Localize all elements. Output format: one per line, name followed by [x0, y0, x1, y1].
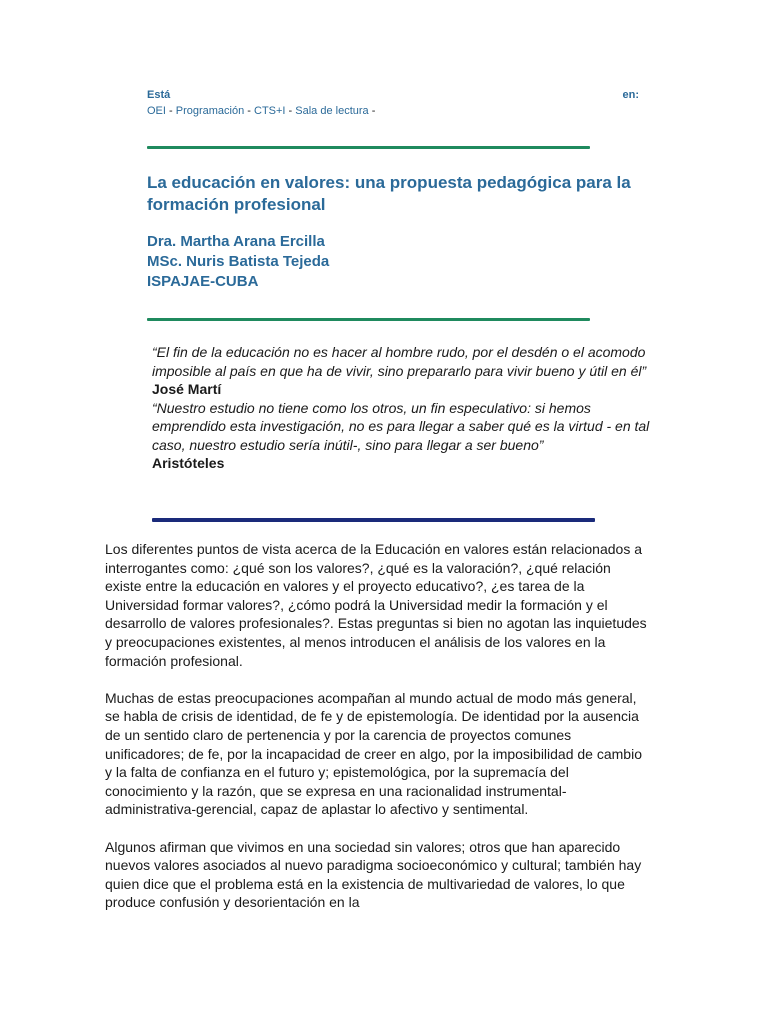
- breadcrumb-separator: -: [368, 105, 376, 117]
- article-title: La educación en valores: una propuesta pedagógica para la formación profesional: [147, 173, 631, 214]
- breadcrumb-link-ctsi[interactable]: CTS+I: [254, 105, 286, 117]
- breadcrumb-link-oei[interactable]: OEI: [147, 105, 166, 117]
- breadcrumb-separator: -: [165, 105, 176, 117]
- en-label: en:: [622, 89, 639, 101]
- esta-label: Está: [147, 89, 171, 101]
- author-name: MSc. Nuris Batista Tejeda: [147, 253, 330, 270]
- epigraph-author: Aristóteles: [152, 455, 225, 471]
- body-paragraph: Muchas de estas preocupaciones acompañan al mundo actual de modo más general, se habla de crisis de identidad, de fe y de epistemología. De identidad por la ausencia de un sentido claro de pertenencia y por la carencia de proyectos comunes unificadores; de fe, por la incapacidad de creer en algo, por la imposibilidad de cambio y la falta de confianza en el futuro y; epistemológica, por la supremacía del conocimiento y la razón, que se expresa en una racionalidad instrumental-administrativa-gerencial, capaz de aplastar lo afectivo y sentimental.: [105, 689, 642, 818]
- epigraph-block: [152, 343, 652, 473]
- divider-bottom: [152, 518, 595, 522]
- breadcrumb-separator: -: [244, 105, 254, 117]
- location-bar: [147, 89, 639, 101]
- breadcrumb-link-programacion[interactable]: Programación: [175, 105, 245, 117]
- author-name: Dra. Martha Arana Ercilla: [147, 233, 325, 250]
- author-institution: ISPAJAE-CUBA: [147, 273, 259, 290]
- divider-middle: [147, 318, 590, 321]
- epigraph-author: José Martí: [152, 381, 222, 397]
- body-paragraph: Algunos afirman que vivimos en una sociedad sin valores; otros que han aparecido nuevos valores asociados al nuevo paradigma socioeconómico y cultural; también hay quien dice que el problema está en la existencia de multivariedad de valores, lo que produce confusión y desorientación en la: [105, 838, 642, 911]
- epigraph-quote: “Nuestro estudio no tiene como los otros, un fin especulativo: si hemos emprendido esta investigación, no es para llegar a saber qué es la virtud - en tal caso, nuestro estudio sería inútil-, sino para llegar a ser bueno”: [152, 399, 650, 453]
- breadcrumb-link-sala-de-lectura[interactable]: Sala de lectura: [295, 105, 369, 117]
- body-paragraph: Los diferentes puntos de vista acerca de la Educación en valores están relacionados a interrogantes como: ¿qué son los valores?, ¿qué es la valoración?, ¿qué relación existe entre la educación en valores y el proyecto educativo?, ¿es tarea de la Universidad formar valores?, ¿cómo podrá la Universidad medir la formación y el desarrollo de valores profesionales?. Estas preguntas si bien no agotan las inquietudes y preocupaciones existentes, al menos introducen el análisis de los valores en la formación profesional.: [105, 541, 647, 669]
- epigraph-quote: “El fin de la educación no es hacer al hombre rudo, por el desdén o el acomodo imposible al país en que ha de vivir, sino prepararlo para vivir bueno y útil en él”: [152, 344, 647, 379]
- breadcrumb-separator: -: [285, 105, 296, 117]
- breadcrumb: [147, 105, 375, 117]
- article-body: [105, 540, 650, 930]
- author-list: [147, 232, 329, 292]
- divider-top: [147, 146, 590, 149]
